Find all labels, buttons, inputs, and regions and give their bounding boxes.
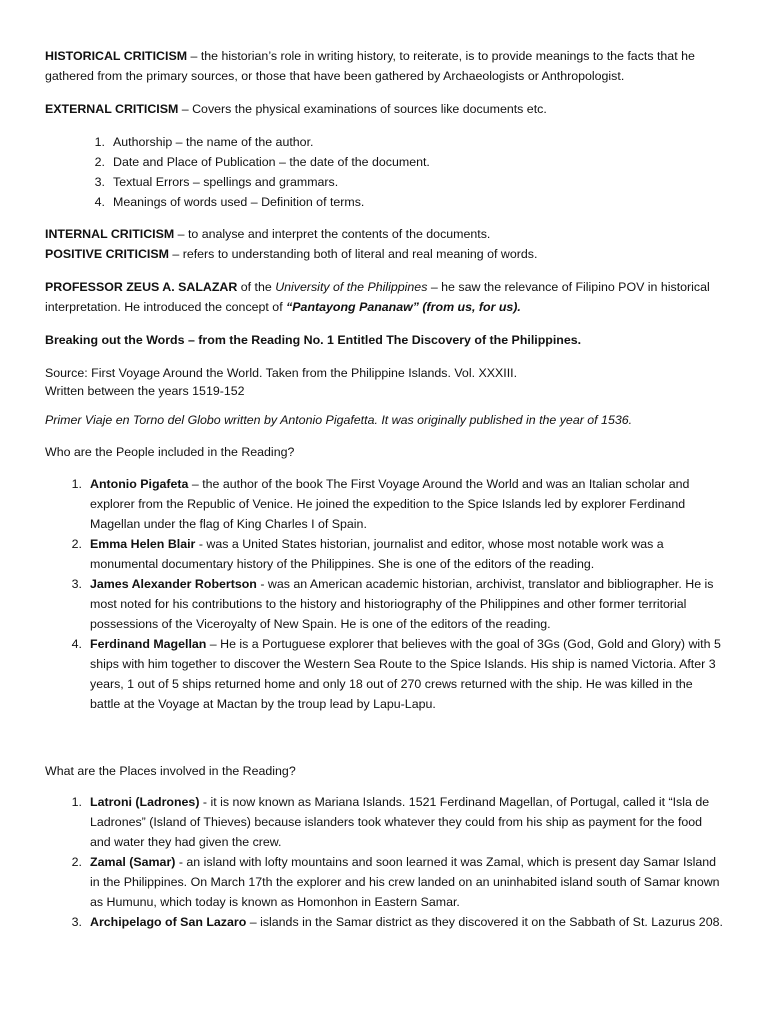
historical-criticism-term: HISTORICAL CRITICISM xyxy=(45,49,188,63)
list-item: 3. James Alexander Robertson - was an American academic historian, archivist, translator and bibliographer. He is most noted for his contributions to the history and historiography of the Philippines and other former territorial possessions of the Viceroyalty of New Spain. He is one of the editors of the reading. xyxy=(71,577,714,631)
breaking-heading: Breaking out the Words – from the Reading No. 1 Entitled The Discovery of the Philippines. xyxy=(45,333,582,347)
internal-criticism-paragraph xyxy=(45,224,725,244)
external-criticism-list xyxy=(45,132,725,212)
list-item: 2. Date and Place of Publication – the date of the document. xyxy=(94,155,430,169)
concept-name: “Pantayong Pananaw” (from us, for us) xyxy=(286,300,518,314)
professor-name: PROFESSOR ZEUS A. SALAZAR xyxy=(45,280,238,294)
positive-criticism-text: – refers to understanding both of literal and real meaning of words. xyxy=(168,247,538,261)
person-name: Emma Helen Blair xyxy=(90,537,196,551)
place-name: Archipelago of San Lazaro xyxy=(90,915,247,929)
positive-criticism-paragraph xyxy=(45,244,725,264)
list-item: 1. Latroni (Ladrones) - it is now known as Mariana Islands. 1521 Ferdinand Magellan, of Portugal, called it “Isla de Ladrones” (Island of Thieves) because islanders took whatever they could from his ship as payment for the food and water they had given the crew. xyxy=(71,795,710,849)
list-item-text: Date and Place of Publication – the date of the document. xyxy=(113,155,430,169)
professor-paragraph: PROFESSOR ZEUS A. SALAZAR of the University of the Philippines – he saw the relevance of Filipino POV in historical interpretation. He introduced the concept of “Pantayong Pananaw” (from us, for us). xyxy=(45,280,710,314)
list-item-text: Meanings of words used – Definition of terms. xyxy=(113,195,365,209)
list-item: 4. Ferdinand Magellan – He is a Portuguese explorer that believes with the goal of 3Gs (God, Gold and Glory) with 5 ships with him together to discover the Western Sea Route to the Spice Islands. His ship is named Victoria. After 3 years, 1 out of 5 ships returned home and only 18 out of 270 crews returned with the ship. He was killed in the battle at the Voyage at Mactan by the troup lead by Lapu-Lapu. xyxy=(71,637,721,711)
list-item: 2. Zamal (Samar) - an island with lofty mountains and soon learned it was Zamal, which is present day Samar Island in the Philippines. On March 17th the explorer and his crew landed on an uninhabited island south of Samar known as Humunu, which today is known as Homonhon in Eastern Samar. xyxy=(71,855,720,909)
university-name: University of the Philippines xyxy=(275,280,428,294)
places-list xyxy=(45,792,725,932)
external-criticism-paragraph xyxy=(45,99,725,119)
list-item: 3. Archipelago of San Lazaro – islands in the Samar district as they discovered it on the Sabbath of St. Lazurus 208. xyxy=(71,915,723,929)
source-line-1: Source: First Voyage Around the World. Taken from the Philippine Islands. Vol. XXXIII. xyxy=(45,366,518,380)
historical-criticism-paragraph xyxy=(45,46,725,86)
list-item: 1. Antonio Pigafeta – the author of the book The First Voyage Around the World and was an Italian scholar and explorer from the Republic of Venice. He joined the expedition to the Spice Islands led by explorer Ferdinand Magellan under the flag of King Charles I of Spain. xyxy=(71,477,690,531)
source-line-2: Written between the years 1519-152 xyxy=(45,384,245,398)
list-item: 2. Emma Helen Blair - was a United States historian, journalist and editor, whose most notable work was a monumental documentary history of the Philippines. She is one of the editors of the reading. xyxy=(71,537,664,571)
list-item: 3. Textual Errors – spellings and grammars. xyxy=(94,175,339,189)
person-name: James Alexander Robertson xyxy=(90,577,257,591)
places-question: What are the Places involved in the Reading? xyxy=(45,764,296,778)
primer-paragraph: Primer Viaje en Torno del Globo written by Antonio Pigafetta. It was originally published in the year of 1536. xyxy=(45,413,633,427)
list-item: 1. Authorship – the name of the author. xyxy=(94,135,314,149)
people-list xyxy=(45,474,725,714)
external-criticism-term: EXTERNAL CRITICISM xyxy=(45,102,179,116)
list-item: 4. Meanings of words used – Definition of terms. xyxy=(94,195,365,209)
person-name: Antonio Pigafeta xyxy=(90,477,189,491)
internal-criticism-text: – to analyse and interpret the contents of the documents. xyxy=(174,227,491,241)
place-name: Latroni (Ladrones) xyxy=(90,795,200,809)
list-item-text: Textual Errors – spellings and grammars. xyxy=(113,175,339,189)
external-criticism-text: – Covers the physical examinations of sources like documents etc. xyxy=(178,102,547,116)
positive-criticism-term: POSITIVE CRITICISM xyxy=(45,247,169,261)
internal-criticism-term: INTERNAL CRITICISM xyxy=(45,227,175,241)
people-question: Who are the People included in the Reading? xyxy=(45,445,295,459)
list-item-text: Authorship – the name of the author. xyxy=(113,135,314,149)
place-name: Zamal (Samar) xyxy=(90,855,176,869)
person-name: Ferdinand Magellan xyxy=(90,637,207,651)
historical-criticism-text: – the historian’s role in writing history, to reiterate, is to provide meanings to the facts that he gathered from the primary sources, or those that have been gathered by Archaeologists or Anthropologist. xyxy=(45,49,695,83)
